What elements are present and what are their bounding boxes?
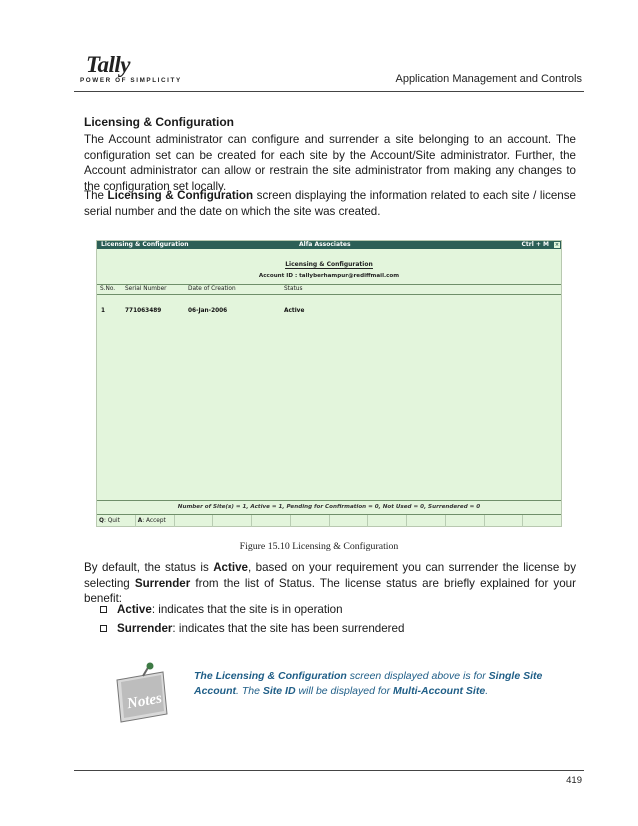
screen-title-bar [97, 241, 561, 249]
bullet-square-icon [100, 606, 107, 613]
page-header-title: Application Management and Controls [395, 73, 582, 85]
screen-heading: Licensing & Configuration [285, 261, 373, 268]
licensing-configuration-screenshot [96, 240, 562, 527]
site-summary: Number of Site(s) = 1, Active = 1, Pending for Confirmation = 0, Not Used = 0, Surrendered = 0 [177, 504, 481, 510]
accept-button[interactable]: A: Accept [136, 515, 175, 527]
column-header-sno: S.No. [100, 286, 116, 292]
empty-button-slot [252, 515, 291, 527]
notes-icon-label: Notes [125, 690, 164, 713]
figure-caption: Figure 15.10 Licensing & Configuration [239, 541, 399, 552]
screen-name-bold: Licensing & Configuration [107, 189, 254, 202]
row-date-of-creation[interactable]: 06-Jan-2006 [188, 308, 228, 314]
tally-logo [80, 52, 182, 86]
section-title: Licensing & Configuration [84, 115, 234, 129]
empty-button-slot [485, 515, 524, 527]
empty-button-slot [291, 515, 330, 527]
table-bottom-rule [97, 500, 561, 501]
header-divider [74, 91, 584, 92]
table-top-rule [97, 284, 561, 285]
empty-button-slot [368, 515, 407, 527]
shortcut-label: Ctrl + M [521, 241, 549, 248]
page-number: 419 [566, 775, 582, 786]
paragraph-intro: The Account administrator can configure and surrender a site belonging to an account. The configuration set can be created for each site by the Account/Site administrator. Further, the Account administrator can allow or restrain the site administrator from making any changes to the configuration set locally. [84, 133, 576, 193]
paragraph-screen-description: The Licensing & Configuration screen displaying the information related to each site / license serial number and the date on which the site was created. [84, 189, 577, 218]
button-bar [97, 514, 561, 527]
notes-icon [113, 662, 169, 724]
paragraph-status: By default, the status is Active, based on your requirement you can surrender the license by selecting Surrender from the list of Status. The license status are briefly explained for your benefit: [84, 561, 576, 605]
account-id: Account ID : tallyberhampur@rediffmail.com [258, 273, 400, 279]
empty-button-slot [523, 515, 561, 527]
footer-divider [74, 770, 584, 771]
column-header-status: Status [284, 286, 303, 292]
table-header-rule [97, 294, 561, 295]
empty-button-slot [213, 515, 252, 527]
notes-text: The Licensing & Configuration screen displayed above is for Single Site Account. The Site ID will be displayed for Multi-Account Site. [194, 670, 543, 697]
bullet-square-icon [100, 625, 107, 632]
logo-wordmark: Tally [86, 52, 130, 77]
row-serial-number[interactable]: 771063489 [125, 308, 162, 314]
company-name: Alfa Associates [299, 241, 351, 248]
empty-button-slot [407, 515, 446, 527]
column-header-date: Date of Creation [188, 286, 236, 292]
column-header-serial: Serial Number [125, 286, 167, 292]
empty-button-slot [330, 515, 369, 527]
empty-button-slot [175, 515, 214, 527]
close-icon[interactable]: × [554, 242, 560, 248]
logo-tagline: POWER OF SIMPLICITY [80, 77, 182, 84]
screen-title-left: Licensing & Configuration [101, 241, 189, 248]
row-status[interactable]: Active [284, 308, 305, 314]
empty-button-slot [446, 515, 485, 527]
quit-button[interactable]: Q: Quit [97, 515, 136, 527]
row-sno[interactable]: 1 [101, 308, 106, 314]
